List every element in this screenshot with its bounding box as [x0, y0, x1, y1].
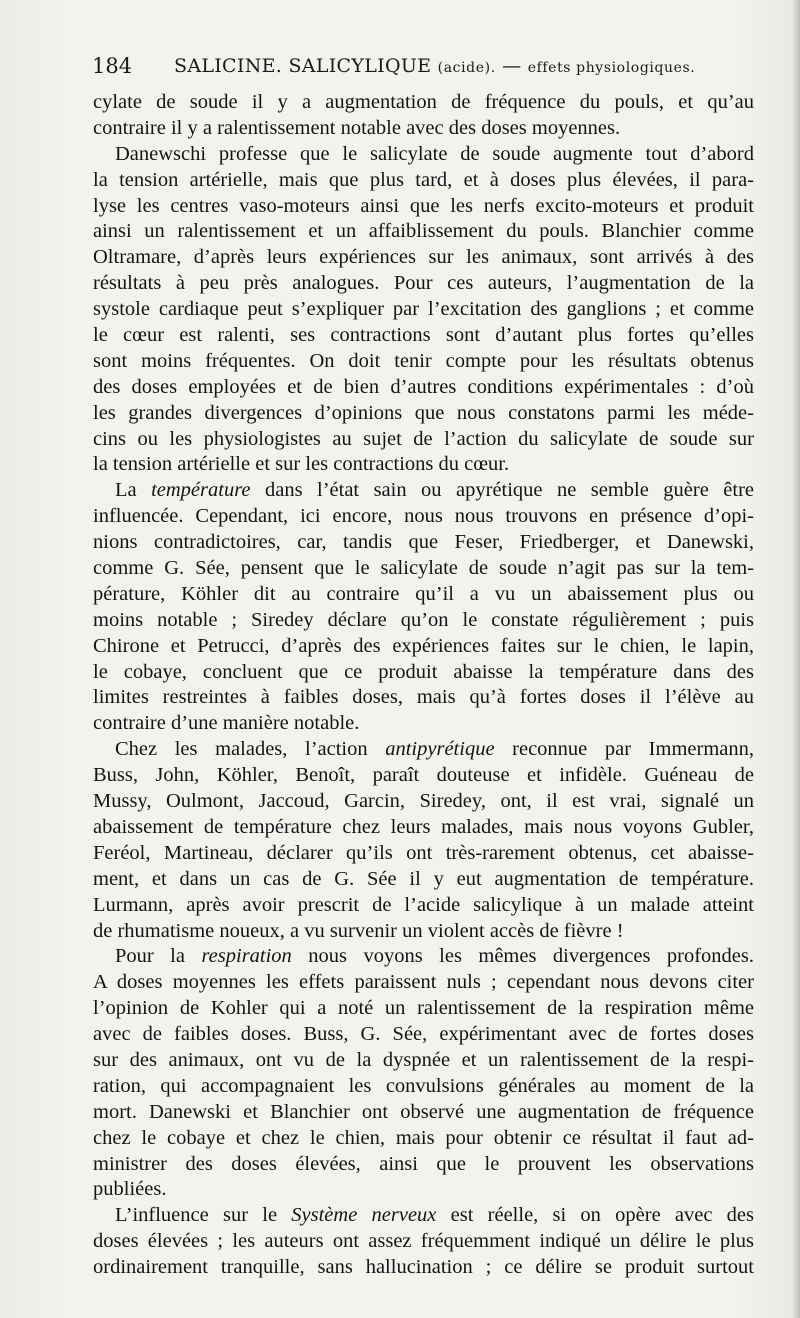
text-line: Lurmann, après avoir prescrit de l’acide salicylique à un malade atteint: [93, 893, 754, 916]
text-line: influencée. Cependant, ici encore, nous nous trouvons en présence d’opi-: [93, 505, 754, 528]
text-line: lyse les centres vaso-moteurs ainsi que les nerfs excito-moteurs et produit: [93, 194, 754, 217]
text-line: comme G. Sée, pensent que le salicylate de soude n’agit pas sur la tem-: [93, 557, 754, 580]
text-line: des doses employées et de bien d’autres conditions expérimentales : d’où: [93, 375, 754, 398]
text-line: nions contradictoires, car, tandis que Feser, Friedberger, et Danewski,: [93, 531, 754, 554]
page-number: 184: [92, 54, 133, 78]
title-paren: (acide).: [437, 60, 496, 76]
text-line: les grandes divergences d’opinions que nous constatons parmi les méde-: [93, 401, 754, 424]
text-line: cylate de soude il y a augmentation de fréquence du pouls, et qu’au: [93, 91, 754, 113]
inline-text: est réelle, si on opère avec des: [450, 1204, 755, 1227]
italic-term: respiration: [201, 945, 292, 968]
text-line: le cobaye, concluent que ce produit abaisse la température dans des: [93, 660, 754, 683]
text-line: abaissement de température chez leurs malades, mais nous voyons Gubler,: [93, 815, 754, 838]
inline-text: reconnue par Immermann,: [512, 738, 754, 761]
text-line: la tension artérielle, mais que plus tard, et à doses plus élevées, il para-: [93, 168, 754, 191]
inline-text: Chez les malades, l’action: [115, 738, 386, 761]
text-line: contraire d’une manière notable.: [93, 712, 360, 735]
text-line: cins ou les physiologistes au sujet de l’action du salicylate de soude sur: [93, 427, 754, 450]
text-line: publiées.: [93, 1178, 167, 1201]
text-line: ainsi un ralentissement et un affaiblissement du pouls. Blanchier comme: [93, 220, 754, 243]
inline-text: La: [115, 479, 152, 502]
text-line: contraire il y a ralentissement notable avec des doses moyennes.: [93, 116, 621, 139]
text-line: Feréol, Martineau, déclarer qu’ils ont très-rarement obtenus, cet abaisse-: [93, 841, 754, 864]
text-line: ment, et dans un cas de G. Sée il y eut augmentation de température.: [93, 867, 754, 890]
title-main: SALICINE. SALICYLIQUE: [174, 55, 432, 77]
text-line: sont moins fréquentes. On doit tenir compte pour les résultats obtenus: [93, 349, 754, 372]
italic-term: Système nerveux: [291, 1204, 437, 1227]
text-line: [93, 1203, 754, 1229]
text-line: ordinairement tranquille, sans hallucination ; ce délire se produit surtout: [93, 1256, 754, 1279]
body-text: [93, 90, 754, 1281]
text-line: ministrer des doses élevées, ainsi que le prouvent les observations: [93, 1152, 754, 1175]
text-line: moins notable ; Siredey déclare qu’on le constate régulièrement ; puis: [93, 608, 754, 631]
text-line: ration, qui accompagnaient les convulsions générales au moment de la: [93, 1074, 754, 1097]
inline-text: nous voyons les mêmes divergences profondes.: [308, 945, 755, 968]
text-line: Oltramare, d’après leurs expériences sur les animaux, sont arrivés à des: [93, 246, 754, 269]
text-line: chez le cobaye et chez le chien, mais pour obtenir ce résultat il faut ad-: [93, 1126, 754, 1149]
text-line: [93, 737, 754, 763]
text-line: résultats à peu près analogues. Pour ces auteurs, l’augmentation de la: [93, 272, 754, 295]
text-line: mort. Danewski et Blanchier ont observé une augmentation de fréquence: [93, 1100, 754, 1123]
text-line: doses élevées ; les auteurs ont assez fréquemment indiqué un délire le plus: [93, 1230, 754, 1253]
text-line: le cœur est ralenti, ses contractions sont d’autant plus fortes qu’elles: [93, 324, 754, 347]
text-line: [93, 478, 754, 504]
text-line: de rhumatisme noueux, a vu survenir un violent accès de fièvre !: [93, 919, 624, 942]
text-line: la tension artérielle et sur les contractions du cœur.: [93, 453, 510, 476]
text-line: l’opinion de Kohler qui a noté un ralentissement de la respiration même: [93, 997, 754, 1020]
title-dash: —: [495, 55, 528, 77]
text-line: Chirone et Petrucci, d’après des expériences faites sur le chien, le lapin,: [93, 634, 754, 657]
text-line: pérature, Köhler dit au contraire qu’il a vu un abaissement plus ou: [93, 582, 754, 605]
running-title: [174, 55, 695, 77]
text-line: Mussy, Oulmont, Jaccoud, Garcin, Siredey, ont, il est vrai, signalé un: [93, 790, 754, 813]
page-edge-shadow: [792, 0, 800, 1318]
running-header: [92, 52, 764, 80]
text-line: systole cardiaque peut s’expliquer par l’excitation des ganglions ; et comme: [93, 298, 754, 321]
text-line: avec de faibles doses. Buss, G. Sée, expérimentant avec de fortes doses: [93, 1023, 754, 1046]
title-section: effets physiologiques.: [527, 60, 696, 76]
text-line: sur des animaux, ont vu de la dyspnée et un ralentissement de la respi-: [93, 1048, 754, 1071]
text-line: A doses moyennes les effets paraissent nuls ; cependant nous devons citer: [93, 971, 754, 994]
inline-text: L’influence sur le: [115, 1204, 292, 1227]
text-line: [93, 944, 754, 970]
italic-term: antipyrétique: [385, 738, 495, 761]
text-line: limites restreintes à faibles doses, mais qu’à fortes doses il l’élève au: [93, 686, 754, 709]
text-line: Danewschi professe que le salicylate de soude augmente tout d’abord: [115, 142, 754, 165]
text-line: Buss, John, Köhler, Benoît, paraît douteuse et infidèle. Guéneau de: [93, 764, 754, 787]
inline-text: dans l’état sain ou apyrétique ne semble guère être: [264, 479, 755, 502]
inline-text: Pour la: [115, 945, 202, 968]
italic-term: température: [151, 479, 251, 502]
